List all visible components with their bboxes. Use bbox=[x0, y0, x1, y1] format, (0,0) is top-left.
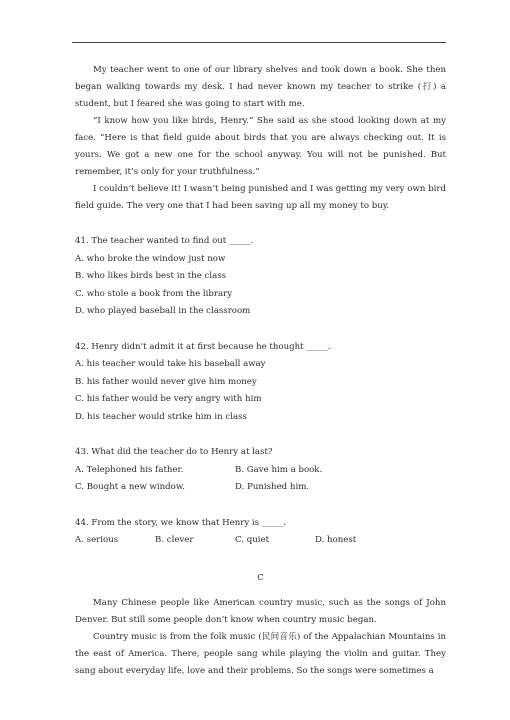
question-43 bbox=[75, 444, 446, 497]
question-43-stem: 43. What did the teacher do to Henry at last? bbox=[75, 447, 273, 457]
question-42-stem: 42. Henry didn’t admit it at first because he thought _____. bbox=[75, 341, 331, 352]
passage-paragraph-2: “I know how you like birds, Henry.” She said as she stood looking down at my face. “Here is that field guide about birds that you are always checking out. It is yours. We got a new one for the school anyway. You will not be punished. But remember, it’s only for your truthfulness.” bbox=[75, 116, 446, 177]
question-44-option-c: C. quiet bbox=[235, 535, 270, 545]
question-41-option-a: A. who broke the window just now bbox=[75, 253, 226, 264]
question-42-option-d: D. his teacher would strike him in class bbox=[75, 411, 247, 422]
question-43-option-d: D. Punished him. bbox=[235, 482, 310, 492]
page-content bbox=[75, 62, 446, 680]
question-42-option-a: A. his teacher would take his baseball away bbox=[75, 359, 266, 369]
passage-b bbox=[75, 62, 446, 215]
question-44-stem: 44. From the story, we know that Henry is _____. bbox=[75, 517, 287, 528]
passage-c-paragraph-1: Many Chinese people like American country music, such as the songs of John Denver. But still some people don’t know when country music began. bbox=[75, 597, 446, 625]
header-rule bbox=[72, 42, 446, 43]
question-43-option-a: A. Telephoned his father. bbox=[75, 464, 184, 475]
question-42-option-b: B. his father would never give him money bbox=[75, 376, 257, 387]
question-42-option-c: C. his father would be very angry with him bbox=[75, 394, 262, 404]
question-43-option-c: C. Bought a new window. bbox=[75, 482, 185, 492]
question-43-option-b: B. Gave him a book. bbox=[235, 464, 323, 475]
question-44-options-row bbox=[75, 532, 446, 550]
question-44 bbox=[75, 515, 446, 550]
question-43-options-row-1 bbox=[75, 462, 446, 480]
question-43-options-row-2 bbox=[75, 479, 446, 497]
passage-c-paragraph-2: Country music is from the folk music (民间音乐) of the Appalachian Mountains in the east of America. There, people sang while playing the violin and guitar. They sang about everyday life, love and their problems. So the songs were sometimes a bbox=[75, 631, 446, 676]
passage-c bbox=[75, 595, 446, 680]
question-44-option-a: A. serious bbox=[75, 535, 119, 545]
question-41-option-b: B. who likes birds best in the class bbox=[75, 271, 227, 281]
question-41-stem: 41. The teacher wanted to find out _____. bbox=[75, 236, 254, 246]
question-41-option-c: C. who stole a book from the library bbox=[75, 288, 233, 299]
question-44-option-d: D. honest bbox=[315, 535, 357, 545]
passage-paragraph-3: I couldn’t believe it! I wasn’t being punished and I was getting my very own bird field guide. The very one that I had been saving up all my money to buy. bbox=[75, 184, 446, 211]
question-44-option-b: B. clever bbox=[155, 535, 194, 545]
question-42 bbox=[75, 339, 446, 427]
section-c-heading: C bbox=[257, 572, 264, 583]
question-41 bbox=[75, 233, 446, 321]
question-41-option-d: D. who played baseball in the classroom bbox=[75, 306, 251, 316]
passage-paragraph-1: My teacher went to one of our library shelves and took down a book. She then began walking towards my desk. I had never known my teacher to strike (打) a student, but I feared she was going to start with me. bbox=[75, 65, 446, 109]
